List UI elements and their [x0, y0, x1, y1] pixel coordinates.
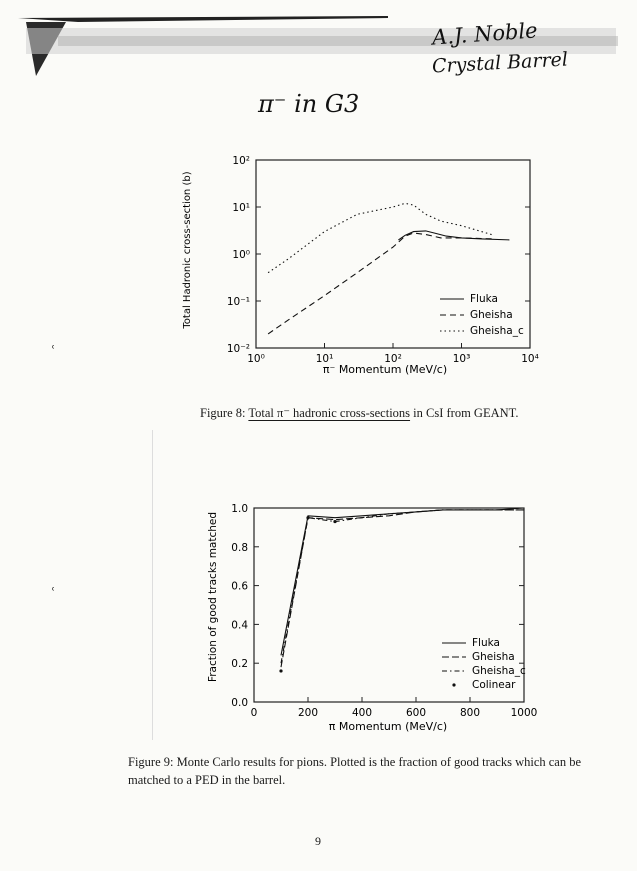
- f9-y-tick-label: 1.0: [231, 503, 248, 515]
- margin-mark-2: ʿ: [50, 584, 56, 604]
- figure-8-caption: [200, 404, 518, 422]
- f9-legend-label: Fluka: [472, 637, 500, 649]
- f9-y-tick-label: 0.6: [231, 580, 248, 593]
- f9-y-tick-label: 0.8: [231, 541, 248, 554]
- figure-9-caption: Figure 9: Monte Carlo results for pions. Plotted is the fraction of good tracks which can be matched to a PED in the barrel.: [128, 755, 582, 787]
- page-number: 9: [315, 834, 321, 848]
- f9-legend-label: Gheisha_c: [472, 665, 526, 677]
- f9-x-tick-label: 1000: [510, 707, 538, 719]
- f8-x-tick-label: 10²: [384, 353, 402, 365]
- f8-x-tick-label: 10³: [452, 353, 471, 365]
- figure-8-caption-underlined: Total π⁻ hadronic cross-sections: [248, 406, 411, 420]
- f9-x-tick-label: 200: [297, 707, 319, 719]
- f8-x-tick-label: 10⁴: [521, 353, 539, 365]
- scan-margin-line: [152, 430, 153, 740]
- f8-y-tick-label: 10²: [232, 155, 250, 167]
- figure-9-y-axis-label: Fraction of good tracks matched: [207, 511, 219, 683]
- handwritten-title: π⁻ in G3: [258, 90, 360, 118]
- f9-x-tick-label: 800: [459, 707, 481, 719]
- f9-x-tick-label: 600: [405, 707, 427, 719]
- figure-8-chart: [170, 140, 570, 380]
- f9-point-colinear: [306, 516, 309, 519]
- f9-y-tick-label: 0.0: [231, 697, 248, 709]
- f9-point-colinear: [333, 520, 336, 523]
- figure-8-x-axis-label: π⁻ Momentum (MeV/c): [322, 363, 448, 376]
- f8-x-tick-label: 10⁰: [247, 353, 265, 365]
- f8-y-tick-label: 10¹: [232, 202, 250, 214]
- f9-legend-swatch: [452, 683, 455, 686]
- f9-legend-label: Colinear: [472, 679, 516, 691]
- handwritten-project: Crystal Barrel: [431, 48, 569, 78]
- handwritten-author: A.J. Noble: [431, 18, 539, 50]
- f8-y-tick-label: 10⁻¹: [226, 296, 250, 308]
- f9-y-tick-label: 0.2: [231, 658, 248, 671]
- f8-legend-label: Gheisha_c: [470, 325, 524, 337]
- margin-mark-1: ʿ: [50, 342, 56, 362]
- figure-9-x-axis-label: π Momentum (MeV/c): [328, 720, 448, 733]
- f8-series-fluka: [398, 231, 509, 240]
- f8-y-tick-label: 10⁻²: [226, 343, 250, 355]
- figure-8-y-axis-label: Total Hadronic cross-section (b): [182, 171, 193, 329]
- f9-series-fluka: [281, 508, 524, 655]
- f8-y-tick-label: 10⁰: [232, 249, 250, 261]
- figure-8-caption-prefix: Figure 8:: [200, 406, 246, 420]
- f9-y-tick-label: 0.4: [231, 619, 248, 632]
- f9-point-colinear: [279, 669, 282, 672]
- figure-8-caption-suffix: in CsI from GEANT.: [410, 406, 519, 420]
- f8-legend-label: Fluka: [470, 293, 498, 305]
- f8-legend-label: Gheisha: [470, 309, 513, 321]
- f9-legend-label: Gheisha: [472, 651, 515, 663]
- figure-9-chart: [196, 492, 556, 742]
- f9-x-tick-label: 0: [250, 707, 258, 719]
- f9-x-tick-label: 400: [351, 707, 373, 719]
- f8-x-tick-label: 10¹: [315, 353, 334, 365]
